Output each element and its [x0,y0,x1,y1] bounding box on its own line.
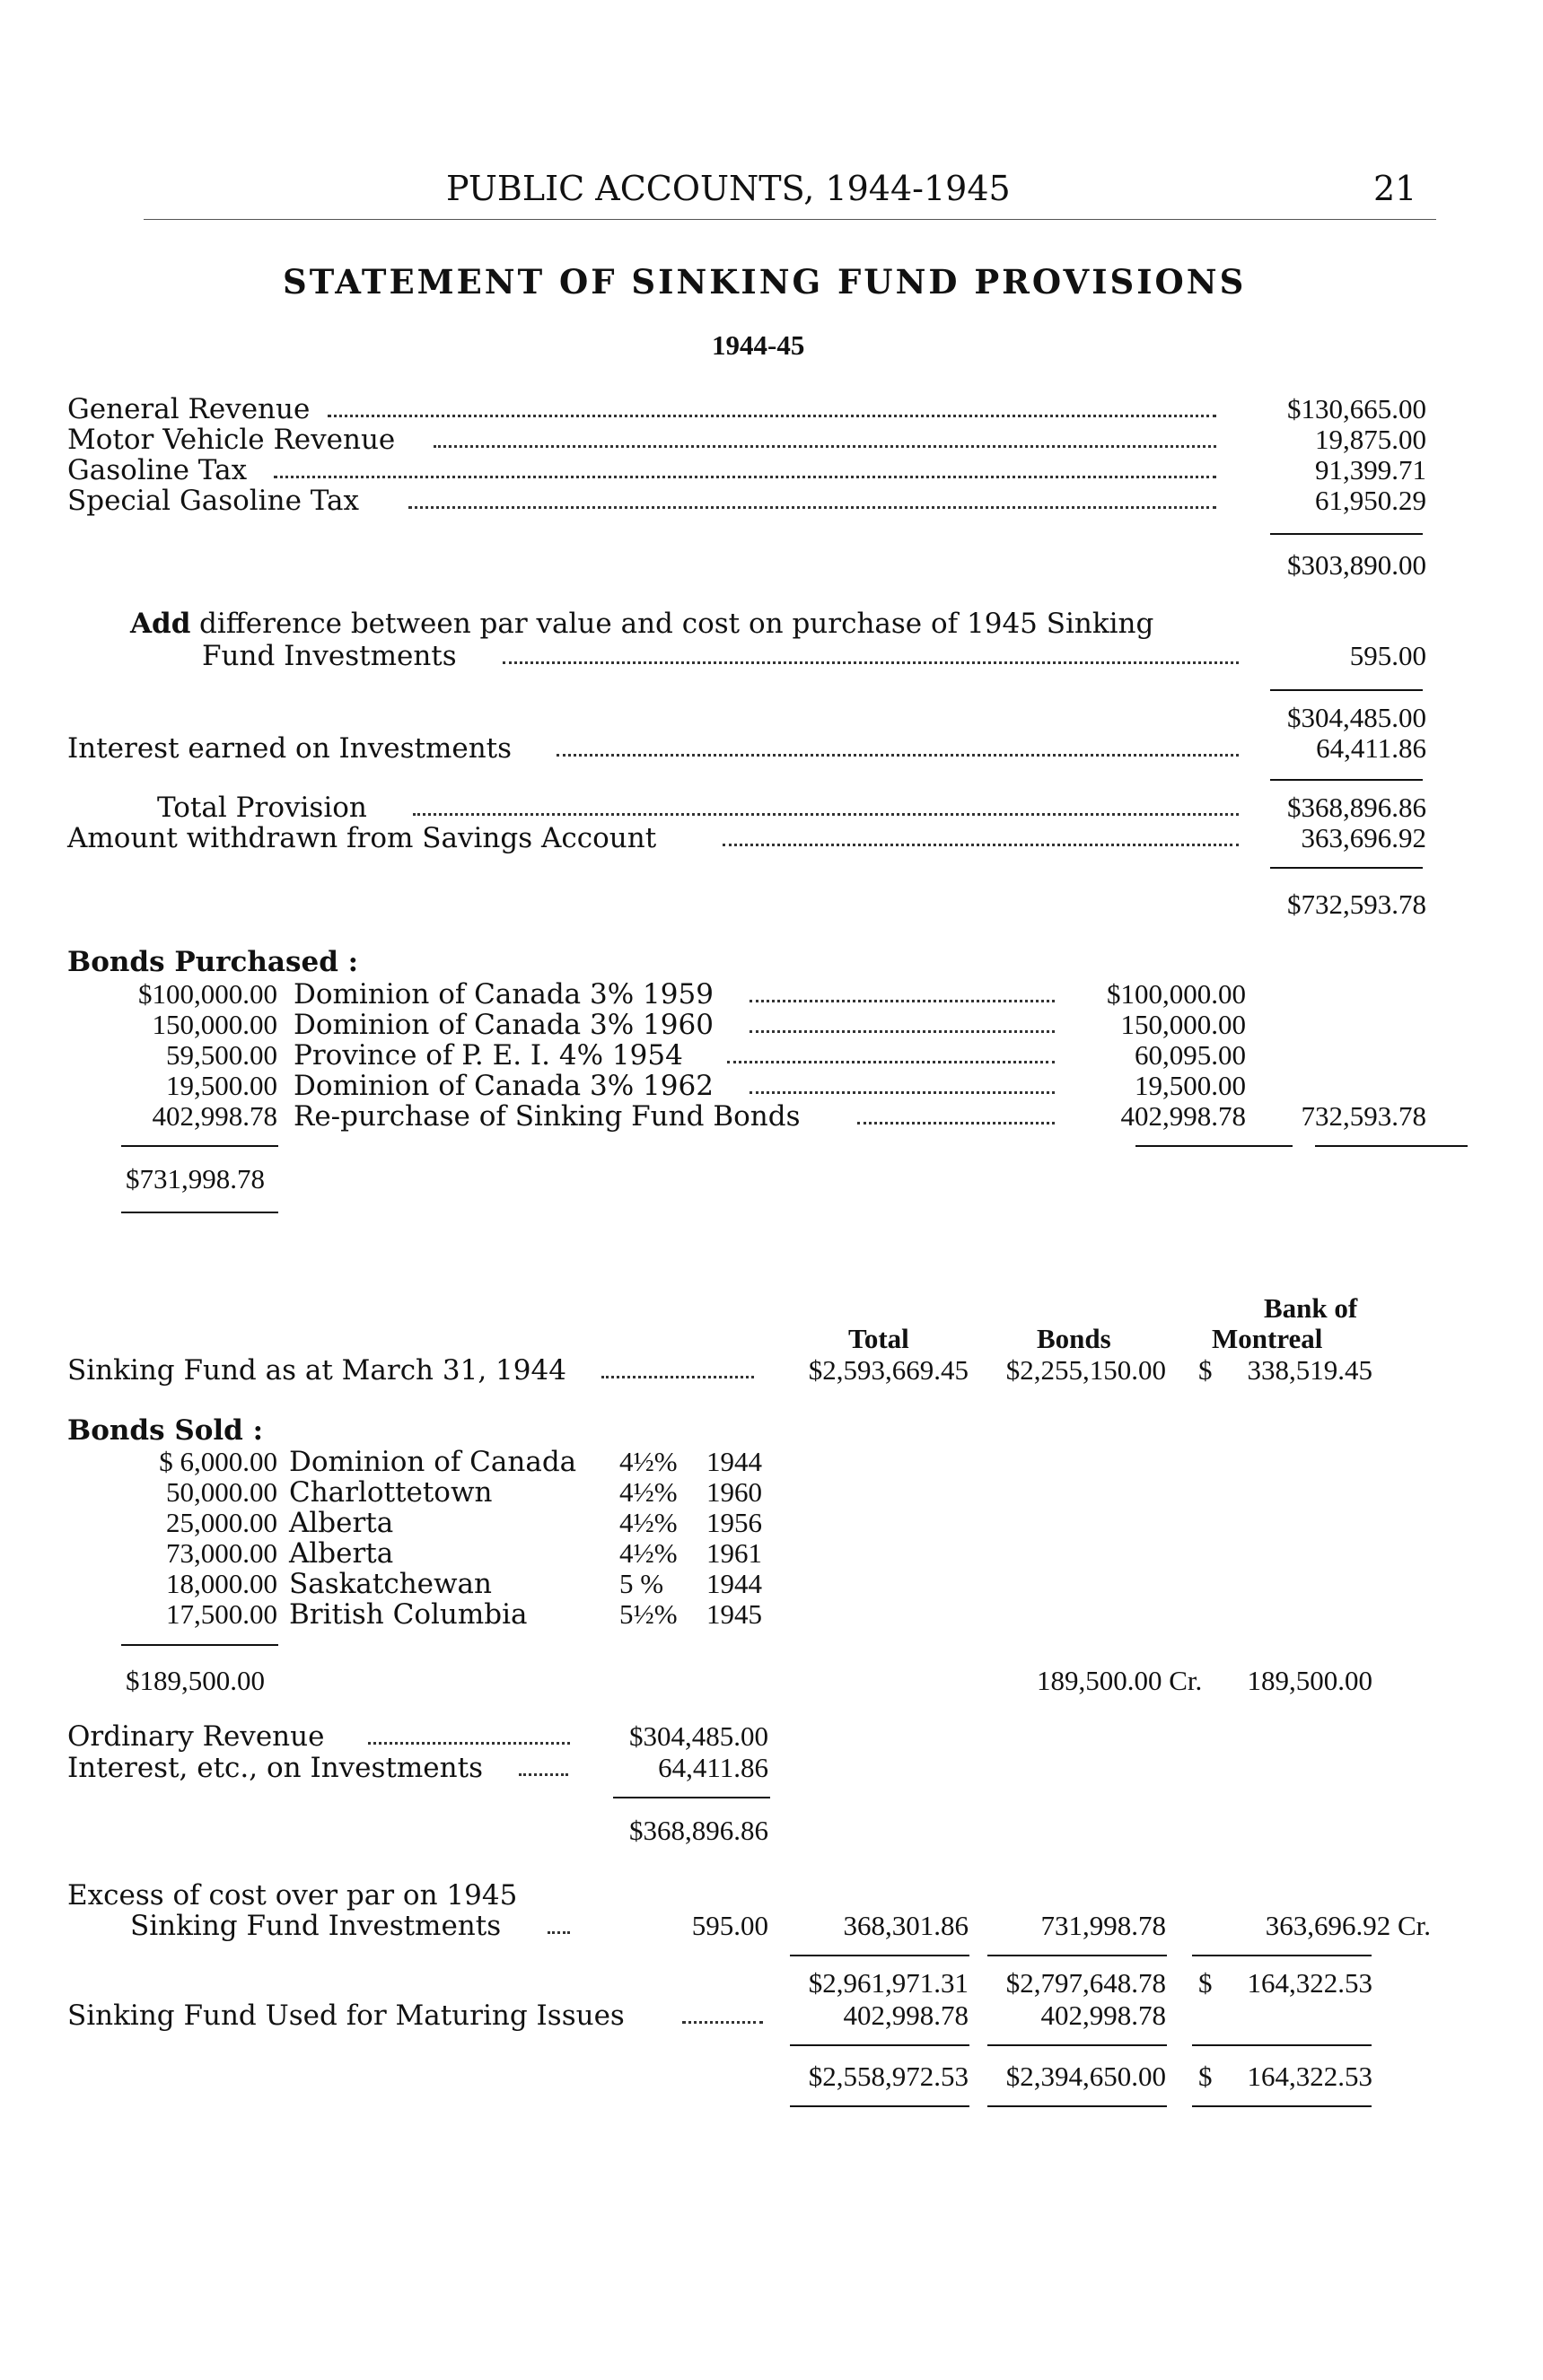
used-total: 402,998.78 [843,1999,969,2031]
excess-bonds: 731,998.78 [1040,1910,1166,1941]
grand-total: $732,593.78 [1287,888,1426,920]
sold-amount: 50,000.00 [166,1476,277,1508]
column-header-bank-1: Bank of [1264,1292,1358,1324]
final-rule-total [790,2044,969,2046]
opening-balance-label: Sinking Fund as at March 31, 1944 [67,1354,566,1387]
sold-amount: 25,000.00 [166,1507,277,1538]
final-bank-sign: $ [1198,2061,1213,2092]
sold-total-rule [121,1644,278,1646]
leader-dots [723,844,1239,846]
bond-par: 150,000.00 [152,1009,277,1040]
sold-bonds-credit: 189,500.00 Cr. [1037,1665,1203,1696]
sold-year: 1945 [706,1598,762,1630]
opening-bonds: $2,255,150.00 [1005,1354,1166,1386]
add-prefix: Add [130,608,191,640]
final-rule-bonds [987,2044,1167,2046]
revenue-label-special-gasoline: Special Gasoline Tax [67,485,360,517]
leader-dots [682,2021,763,2024]
bond-par: $100,000.00 [138,978,277,1010]
sold-year: 1944 [706,1446,762,1477]
bond-description: Re-purchase of Sinking Fund Bonds [294,1100,801,1133]
sub-bonds: $2,797,648.78 [1005,1967,1166,1999]
add-amount: 595.00 [1349,640,1426,671]
revenue-amount-general: $130,665.00 [1287,393,1426,424]
leader-dots [750,1030,1055,1033]
sold-amount: $ 6,000.00 [159,1446,277,1477]
final-underline-total [790,2105,969,2107]
leader-dots [368,1742,570,1745]
revenue-total: $368,896.86 [629,1815,768,1846]
sub-total: $2,961,971.31 [808,1967,969,1999]
revenue-label-general: General Revenue [67,393,311,425]
sold-total: $189,500.00 [126,1665,265,1696]
add-line-2: Fund Investments [202,640,457,672]
bonds-par-total: $731,998.78 [126,1163,265,1194]
leader-dots [434,445,1216,448]
bond-description: Province of P. E. I. 4% 1954 [294,1039,683,1072]
excess-amount: 595.00 [691,1910,768,1941]
sold-name: Alberta [289,1537,394,1570]
opening-bank-sign: $ [1198,1354,1213,1386]
revenue-label-gasoline: Gasoline Tax [67,454,248,486]
used-for-maturing-label: Sinking Fund Used for Maturing Issues [67,1999,625,2032]
statement-year: 1944-45 [712,329,805,361]
sold-rate: 5 % [619,1568,664,1599]
column-header-bonds: Bonds [1037,1323,1111,1354]
bonds-purchased-heading: Bonds Purchased : [67,946,359,978]
sold-name: Alberta [289,1507,394,1539]
leader-dots [548,1931,570,1934]
sold-amount: 18,000.00 [166,1568,277,1599]
revenue-total-rule [613,1797,770,1798]
grand-total-rule [1270,867,1423,869]
sold-year: 1956 [706,1507,762,1538]
sub-bank-sign: $ [1198,1967,1213,1999]
ordinary-revenue-amount: $304,485.00 [629,1720,768,1752]
leader-dots [727,1061,1055,1063]
bond-description: Dominion of Canada 3% 1962 [294,1070,714,1102]
interest-on-investments-amount: 64,411.86 [658,1752,768,1783]
bond-cost: 150,000.00 [1120,1009,1246,1040]
sold-rate: 4½% [619,1446,678,1477]
final-total: $2,558,972.53 [808,2061,969,2092]
sold-name: British Columbia [289,1598,528,1631]
bond-par: 402,998.78 [152,1100,277,1132]
total-provision-amount: $368,896.86 [1287,792,1426,823]
final-underline-bonds [987,2105,1167,2107]
leader-dots [408,506,1216,509]
final-underline-bank [1192,2105,1372,2107]
bond-cost: 60,095.00 [1135,1039,1246,1071]
excess-line-1: Excess of cost over par on 1945 [67,1879,518,1912]
bonds-purchased-total: 732,593.78 [1301,1100,1426,1132]
column-header-bank-2: Montreal [1212,1323,1323,1354]
leader-dots [328,415,1216,417]
leader-dots [601,1376,754,1378]
subtotal-rule [1270,533,1423,535]
withdrawn-amount: 363,696.92 [1301,822,1426,853]
sold-year: 1961 [706,1537,762,1569]
bond-par: 19,500.00 [166,1070,277,1101]
revenue-amount-gasoline: 91,399.71 [1315,454,1426,486]
revenue-label-motor: Motor Vehicle Revenue [67,424,396,456]
total-provision-label: Total Provision [157,792,367,824]
leader-dots [750,1000,1055,1002]
final-bonds: $2,394,650.00 [1005,2061,1166,2092]
used-bonds: 402,998.78 [1040,1999,1166,2031]
bond-par: 59,500.00 [166,1039,277,1071]
sold-rate: 4½% [619,1507,678,1538]
sold-amount: 17,500.00 [166,1598,277,1630]
leader-dots [274,476,1216,478]
column-header-total: Total [848,1323,909,1354]
revenue-amount-special-gasoline: 61,950.29 [1315,485,1426,516]
running-title: PUBLIC ACCOUNTS, 1944-1945 [446,169,1011,208]
add-line-1: difference between par value and cost on purchase of 1945 Sinking [199,608,1154,640]
sold-year: 1944 [706,1568,762,1599]
sold-name: Charlottetown [289,1476,493,1509]
sold-name: Saskatchewan [289,1568,493,1600]
opening-bank: 338,519.45 [1247,1354,1372,1386]
excess-bank-credit: 363,696.92 Cr. [1265,1910,1431,1941]
withdrawn-label: Amount withdrawn from Savings Account [67,822,657,854]
bonds-sold-heading: Bonds Sold : [67,1414,264,1447]
sold-rate: 4½% [619,1476,678,1508]
cost-total-rule [1135,1145,1293,1147]
leader-dots [857,1122,1055,1124]
sub-total-rule-bank [1192,1955,1372,1956]
par-total-rule [121,1145,278,1147]
revenue-subtotal-2: $304,485.00 [1287,702,1426,733]
interest-label: Interest earned on Investments [67,732,513,765]
ordinary-revenue-label: Ordinary Revenue [67,1720,325,1753]
page-number: 21 [1373,169,1417,208]
bond-cost: 402,998.78 [1120,1100,1246,1132]
sold-amount: 73,000.00 [166,1537,277,1569]
header-rule [144,219,1436,220]
statement-title: STATEMENT OF SINKING FUND PROVISIONS [283,262,1247,302]
sold-rate: 5½% [619,1598,678,1630]
sub-total-rule-total [790,1955,969,1956]
sold-name: Dominion of Canada [289,1446,577,1478]
revenue-subtotal: $303,890.00 [1287,549,1426,581]
final-bank: 164,322.53 [1247,2061,1372,2092]
bond-cost: 19,500.00 [1135,1070,1246,1101]
final-rule-bank [1192,2044,1372,2046]
excess-line-2: Sinking Fund Investments [130,1910,502,1942]
bond-cost: $100,000.00 [1107,978,1246,1010]
sub-total-rule-bonds [987,1955,1167,1956]
leader-dots [750,1091,1055,1094]
subtotal-rule-2 [1270,689,1423,691]
opening-total: $2,593,669.45 [808,1354,969,1386]
bond-description: Dominion of Canada 3% 1959 [294,978,714,1011]
sold-year: 1960 [706,1476,762,1508]
leader-dots [519,1773,568,1776]
revenue-amount-motor: 19,875.00 [1315,424,1426,455]
sub-bank: 164,322.53 [1247,1967,1372,1999]
leader-dots [557,754,1239,757]
bond-description: Dominion of Canada 3% 1960 [294,1009,714,1041]
sold-rate: 4½% [619,1537,678,1569]
interest-amount: 64,411.86 [1316,732,1426,764]
leader-dots [503,661,1239,664]
excess-total: 368,301.86 [843,1910,969,1941]
par-total-underline [121,1212,278,1213]
total-rule [1270,779,1423,781]
interest-on-investments-label: Interest, etc., on Investments [67,1752,483,1784]
grand-total-rule-2 [1315,1145,1468,1147]
leader-dots [413,813,1239,816]
sold-bank: 189,500.00 [1247,1665,1372,1696]
